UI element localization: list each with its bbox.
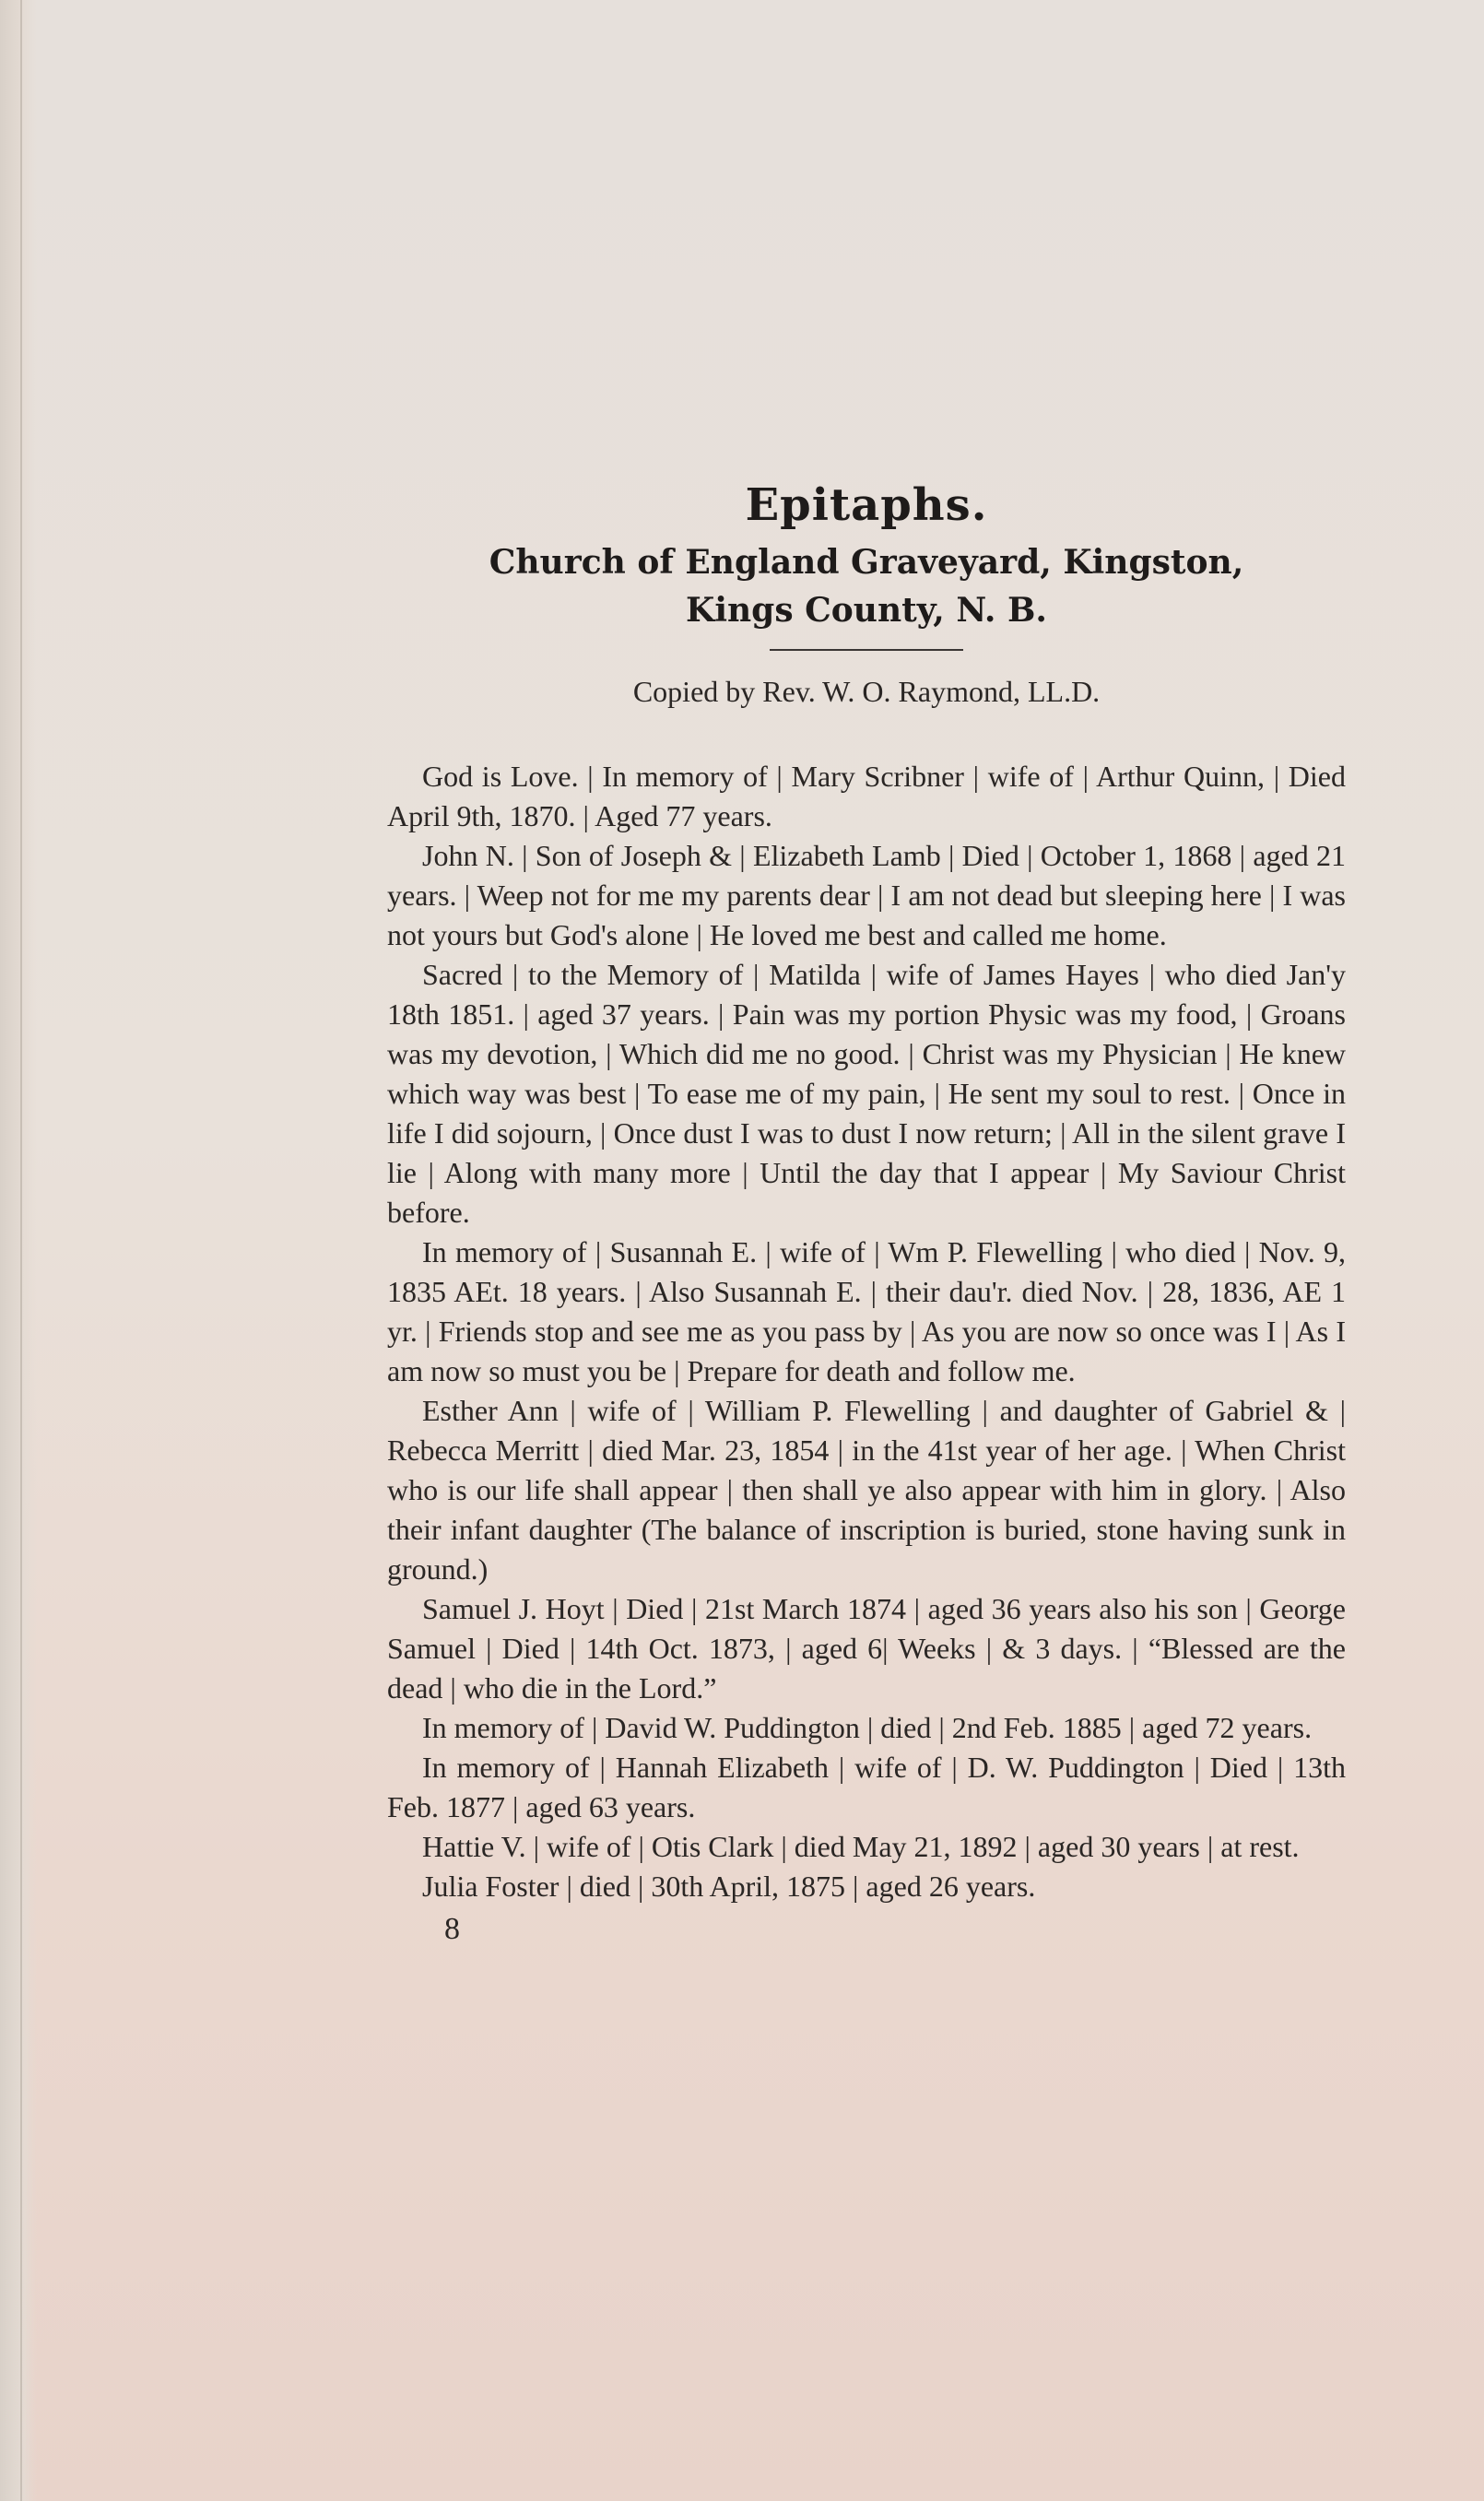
page-title: Epitaphs. bbox=[745, 479, 988, 531]
subtitle-line-1: Church of England Graveyard, Kingston, bbox=[489, 543, 1244, 582]
page-number: 8 bbox=[444, 1912, 460, 1946]
epitaph-entry: Esther Ann | wife of | William P. Flewelling | and daughter of Gabriel & | Rebecca Merritt | died Mar. 23, 1854 | in the 41st year of her age. | When Christ who is our life shall appear | then shall ye also appear with him in glory. | Also their infant daughter (The balance of inscription is buried, stone having sunk in ground.) bbox=[387, 1394, 1346, 1586]
document-body bbox=[387, 479, 1346, 1947]
epitaph-list bbox=[387, 757, 1346, 1906]
title-divider bbox=[770, 649, 963, 651]
epitaph-entry: In memory of | Hannah Elizabeth | wife of | D. W. Puddington | Died | 13th Feb. 1877 | aged 63 years. bbox=[387, 1751, 1346, 1823]
byline: Copied by Rev. W. O. Raymond, LL.D. bbox=[632, 675, 1101, 708]
page-fold-line bbox=[20, 0, 22, 2501]
epitaph-entry: In memory of | Susannah E. | wife of | Wm P. Flewelling | who died | Nov. 9, 1835 AEt. 18 years. | Also Susannah E. | their dau'r. died Nov. | 28, 1836, AE 1 yr. | Friends stop and see me as you pass by | As you are now so once was I | As I am now so must you be | Prepare for death and follow me. bbox=[387, 1235, 1346, 1387]
epitaph-entry: Julia Foster | died | 30th April, 1875 | aged 26 years. bbox=[422, 1870, 1036, 1903]
epitaph-entry: John N. | Son of Joseph & | Elizabeth Lamb | Died | October 1, 1868 | aged 21 years. | Weep not for me my parents dear | I am not dead but sleeping here | I was not yours but God's alone | He loved me best and called me home. bbox=[387, 839, 1346, 951]
epitaph-entry: God is Love. | In memory of | Mary Scribner | wife of | Arthur Quinn, | Died April 9th, 1870. | Aged 77 years. bbox=[387, 760, 1346, 832]
epitaph-entry: In memory of | David W. Puddington | died | 2nd Feb. 1885 | aged 72 years. bbox=[422, 1711, 1313, 1744]
subtitle-line-2: Kings County, N. B. bbox=[686, 591, 1047, 630]
page-edge bbox=[0, 0, 37, 2501]
epitaph-entry: Hattie V. | wife of | Otis Clark | died May 21, 1892 | aged 30 years | at rest. bbox=[422, 1830, 1300, 1863]
epitaph-entry: Sacred | to the Memory of | Matilda | wife of James Hayes | who died Jan'y 18th 1851. | aged 37 years. | Pain was my portion Physic was my food, | Groans was my devotion, | Which did me no good. | Christ was my Physician | He knew which way was best | To ease me of my pain, | He sent my soul to rest. | Once in life I did sojourn, | Once dust I was to dust I now return; | All in the silent grave I lie | Along with many more | Until the day that I appear | My Saviour Christ before. bbox=[387, 958, 1346, 1229]
epitaph-entry: Samuel J. Hoyt | Died | 21st March 1874 | aged 36 years also his son | George Samuel | Died | 14th Oct. 1873, | aged 6| Weeks | & 3 days. | “Blessed are the dead | who die in the Lord.” bbox=[387, 1592, 1346, 1705]
